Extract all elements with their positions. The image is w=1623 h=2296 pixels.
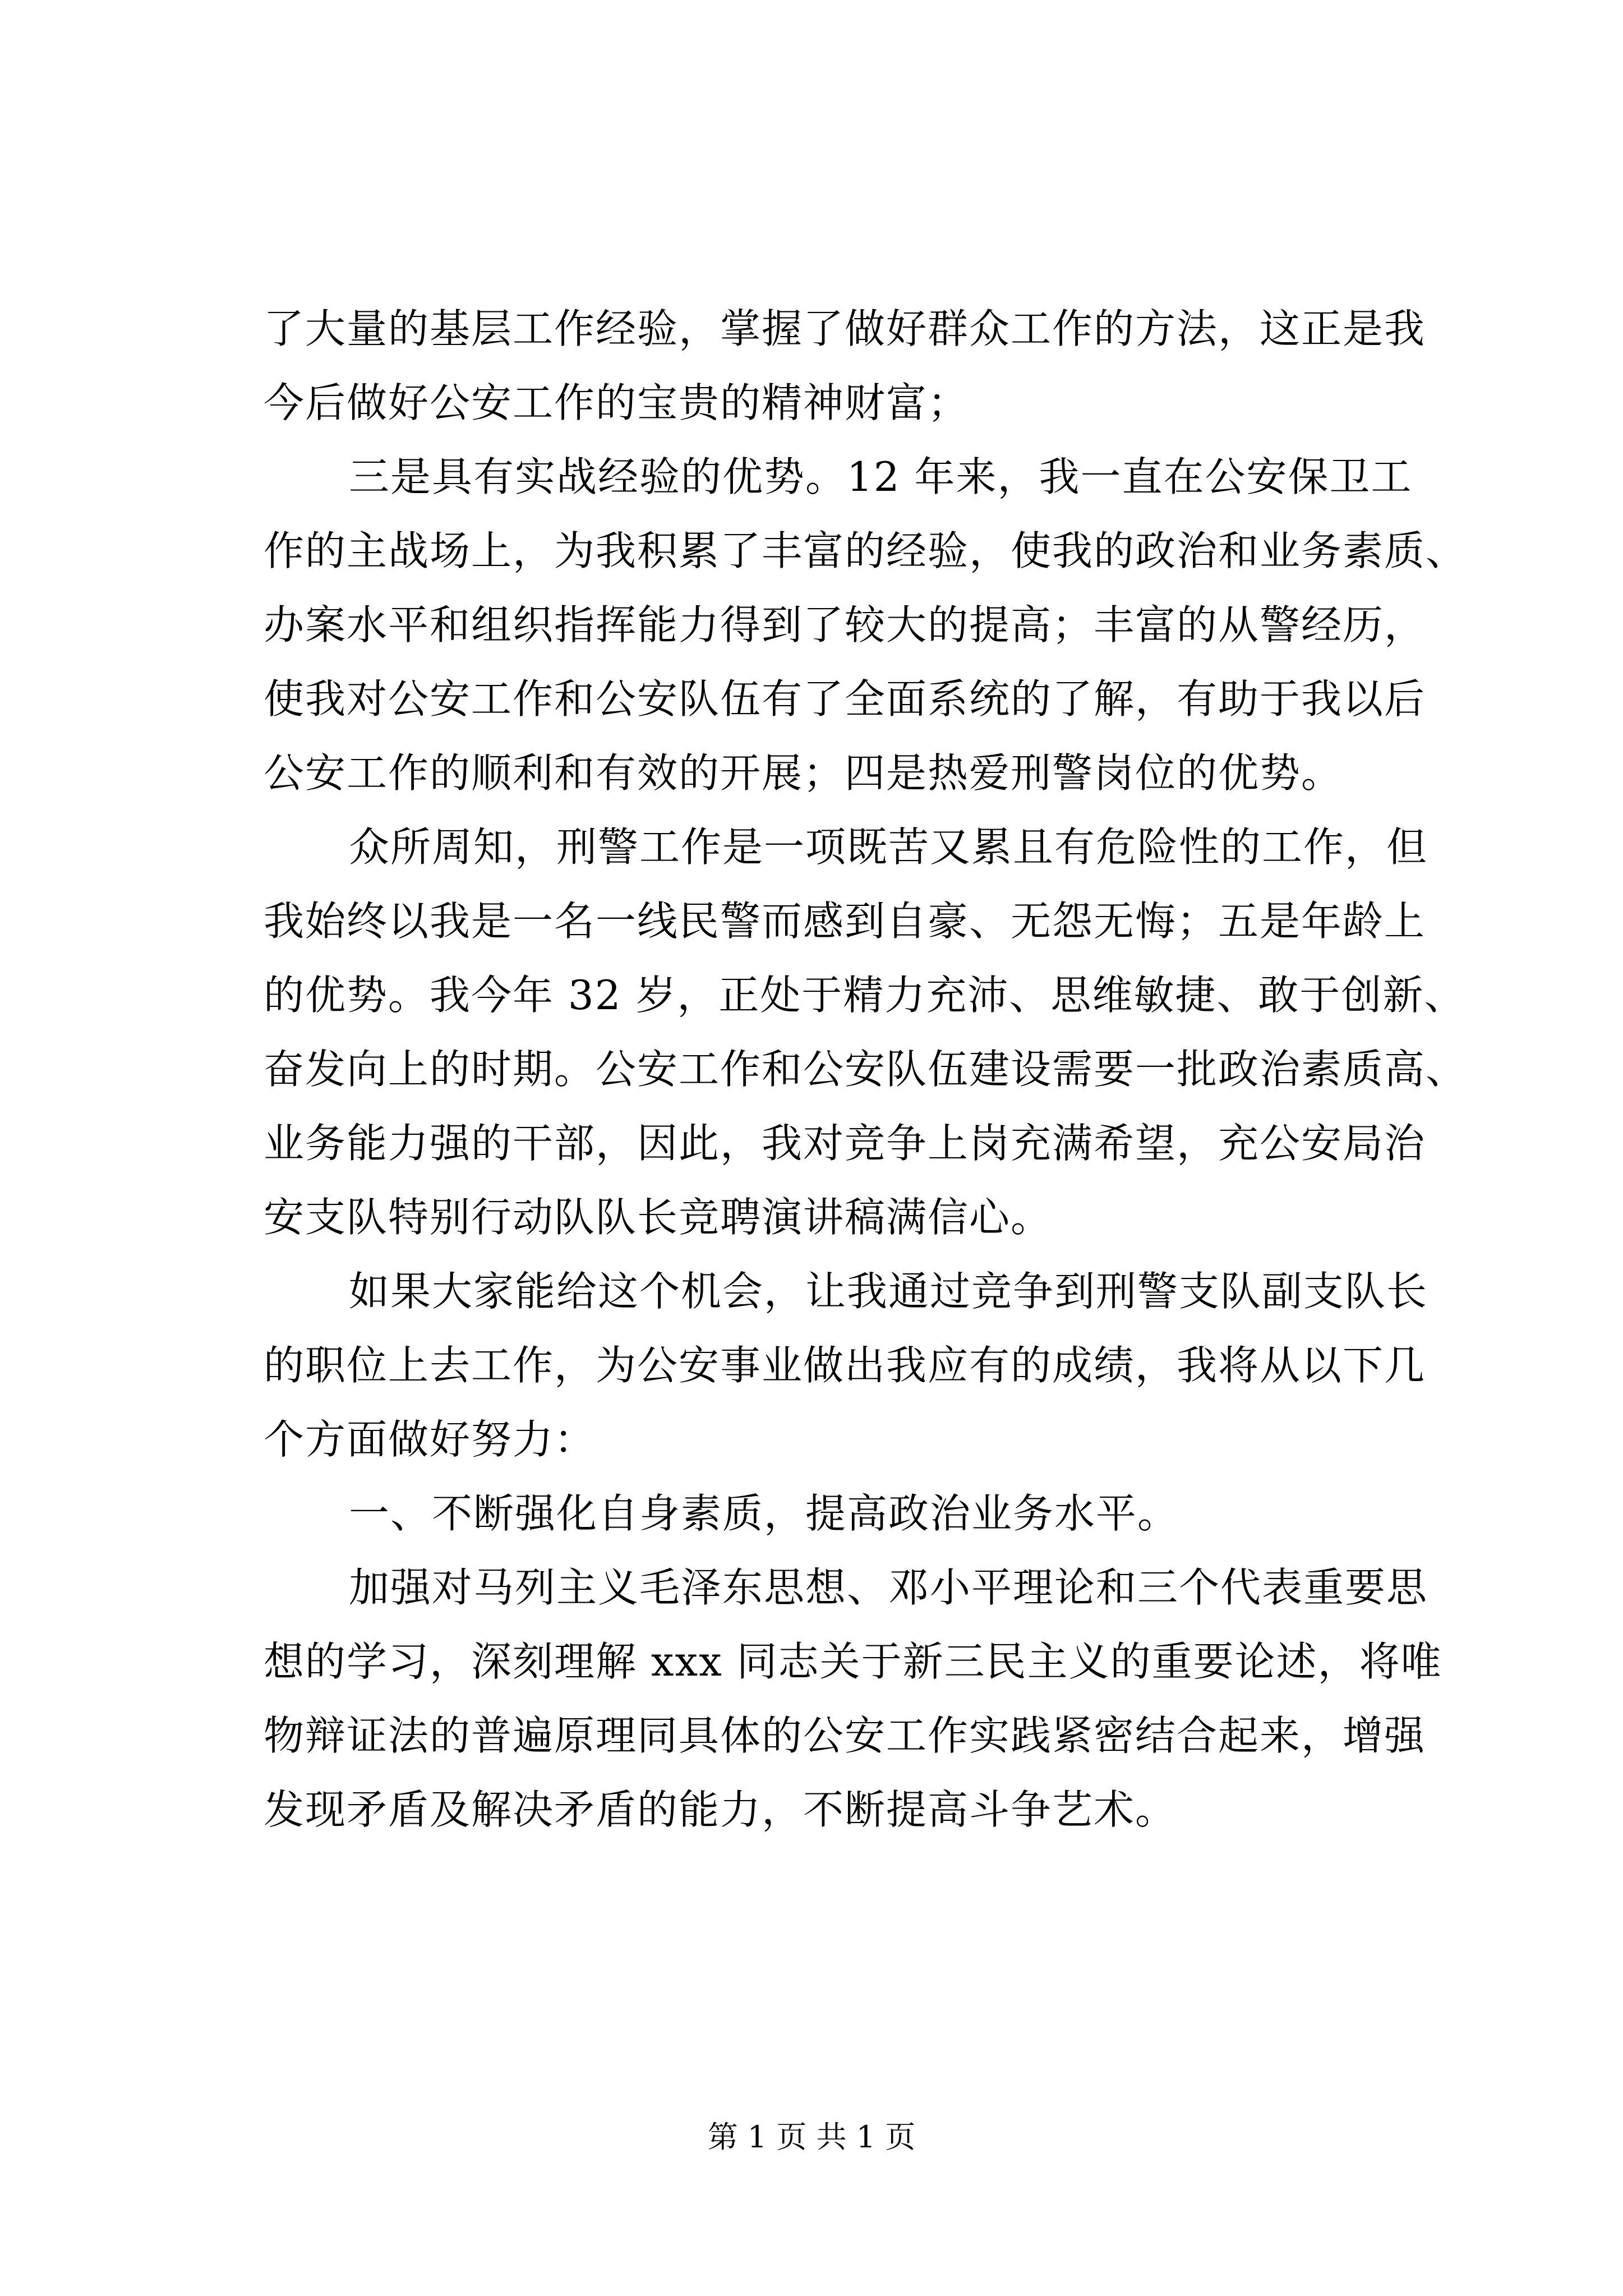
text-line: 了大量的基层工作经验，掌握了做好群众工作的方法，这正是我 <box>264 305 1426 352</box>
text-line: 安支队特别行动队队长竞聘演讲稿满信心。 <box>264 1194 1053 1241</box>
text-line: 加强对马列主义毛泽东思想、邓小平理论和三个代表重要思 <box>349 1564 1428 1611</box>
text-line: 奋发向上的时期。公安工作和公安队伍建设需要一批政治素质高、 <box>264 1046 1468 1093</box>
paragraph-2 <box>264 440 1468 810</box>
text-line: 今后做好公安工作的宝贵的精神财富； <box>264 379 970 426</box>
text-line: 如果大家能给这个机会，让我通过竞争到刑警支队副支队长 <box>349 1268 1428 1315</box>
text-line: 我始终以我是一名一线民警而感到自豪、无怨无悔；五是年龄上 <box>264 898 1426 945</box>
text-line: 公安工作的顺利和有效的开展；四是热爱刑警岗位的优势。 <box>264 749 1343 797</box>
paragraph-3 <box>264 810 1468 1254</box>
text-line: 三是具有实战经验的优势。12 年来，我一直在公安保卫工 <box>349 453 1413 500</box>
page-number: 第 1 页 共 1 页 <box>707 2119 916 2155</box>
page-footer <box>0 2118 1623 2157</box>
paragraph-5 <box>264 1476 1419 1550</box>
text-line: 的优势。我今年 32 岁，正处于精力充沛、思维敏捷、敢于创新、 <box>264 972 1466 1019</box>
text-line: 的职位上去工作，为公安事业做出我应有的成绩，我将从以下几 <box>264 1342 1426 1389</box>
text-line: 使我对公安工作和公安队伍有了全面系统的了解，有助于我以后 <box>264 675 1426 723</box>
text-line: 作的主战场上，为我积累了丰富的经验，使我的政治和业务素质、 <box>264 527 1468 574</box>
text-line: 办案水平和组织指挥能力得到了较大的提高；丰富的从警经历， <box>264 601 1426 648</box>
section-heading: 一、不断强化自身素质，提高政治业务水平。 <box>349 1490 1179 1537</box>
paragraph-4 <box>264 1254 1428 1476</box>
text-line: 个方面做好努力： <box>264 1416 596 1463</box>
paragraph-1 <box>264 292 1426 440</box>
text-line: 众所周知，刑警工作是一项既苦又累且有危险性的工作，但 <box>349 823 1428 871</box>
text-line: 业务能力强的干部，因此，我对竞争上岗充满希望，充公安局治 <box>264 1120 1426 1167</box>
document-body <box>264 292 1468 1847</box>
text-line: 想的学习，深刻理解 xxx 同志关于新三民主义的重要论述，将唯 <box>264 1638 1442 1685</box>
text-line: 发现矛盾及解决矛盾的能力，不断提高斗争艺术。 <box>264 1786 1177 1833</box>
text-line: 物辩证法的普遍原理同具体的公安工作实践紧密结合起来，增强 <box>264 1712 1426 1759</box>
paragraph-6 <box>264 1550 1442 1847</box>
